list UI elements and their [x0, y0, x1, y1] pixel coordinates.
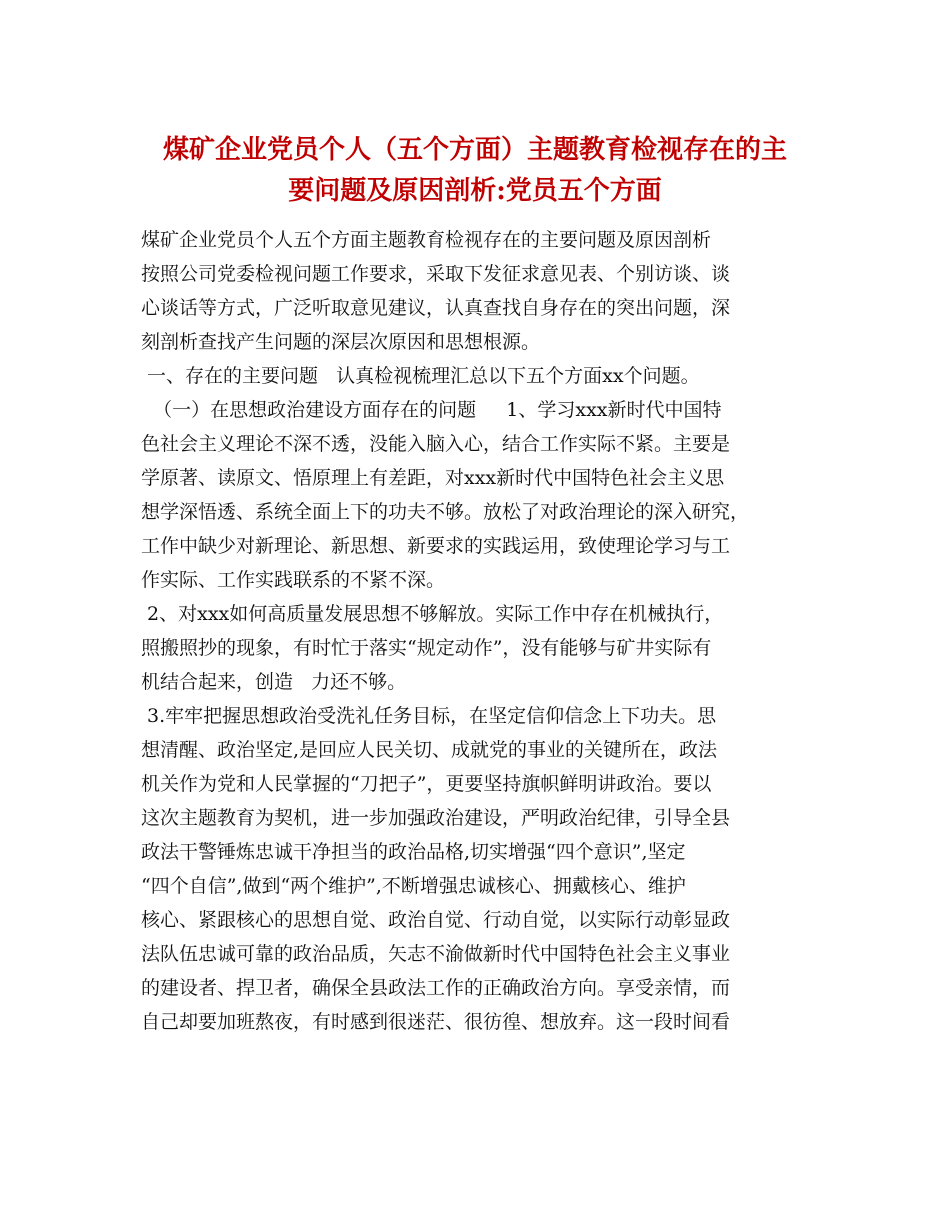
body-line: 工作中缺少对新理论、新思想、新要求的实践运用，致使理论学习与工 [141, 535, 731, 557]
document-title-line-2: 要问题及原因剖析:党员五个方面 [288, 176, 662, 206]
body-line: 煤矿企业党员个人五个方面主题教育检视存在的主要问题及原因剖析 [141, 229, 712, 251]
body-line: 2、对xxx如何高质量发展思想不够解放。实际工作中存在机械执行， [141, 603, 724, 625]
body-line: 学原著、读原文、悟原理上有差距，对xxx新时代中国特色社会主义思 [141, 467, 725, 489]
body-line: 核心、紧跟核心的思想自觉、政治自觉、行动自觉，以实际行动彰显政 [141, 909, 731, 931]
body-line: 作实际、工作实践联系的不紧不深。 [141, 569, 446, 591]
body-line: 政法干警锤炼忠诚干净担当的政治品格,切实增强“四个意识”,坚定 [141, 841, 686, 863]
body-line: 刻剖析查找产生问题的深层次原因和思想根源。 [141, 331, 541, 353]
body-line: （一）在思想政治建设方面存在的问题 1、学习xxx新时代中国特 [141, 399, 722, 421]
body-line: 想学深悟透、系统全面上下的功夫不够。放松了对政治理论的深入研究， [141, 501, 750, 523]
body-line: 的建设者、捍卫者，确保全县政法工作的正确政治方向。享受亲情，而 [141, 977, 731, 999]
body-line: 机结合起来，创造 力还不够。 [141, 671, 407, 693]
body-line: 法队伍忠诚可靠的政治品质，矢志不渝做新时代中国特色社会主义事业 [141, 943, 731, 965]
body-line: 想清醒、政治坚定,是回应人民关切、成就党的事业的关键所在，政法 [141, 739, 718, 761]
body-line: 自己却要加班熬夜，有时感到很迷茫、很彷徨、想放弃。这一段时间看 [141, 1011, 731, 1033]
body-line: 3.牢牢把握思想政治受洗礼任务目标，在坚定信仰信念上下功夫。思 [141, 705, 717, 727]
body-line: 色社会主义理论不深不透，没能入脑入心，结合工作实际不紧。主要是 [141, 433, 731, 455]
body-line: 照搬照抄的现象，有时忙于落实“规定动作”，没有能够与矿井实际有 [141, 637, 712, 659]
body-line: “四个自信”,做到“两个维护”,不断增强忠诚核心、拥戴核心、维护 [141, 875, 686, 897]
body-line: 按照公司党委检视问题工作要求，采取下发征求意见表、个别访谈、谈 [141, 263, 731, 285]
body-line: 心谈话等方式，广泛听取意见建议，认真查找自身存在的突出问题，深 [141, 297, 731, 319]
body-line: 这次主题教育为契机，进一步加强政治建设，严明政治纪律，引导全县 [141, 807, 731, 829]
body-line: 机关作为党和人民掌握的“刀把子”，更要坚持旗帜鲜明讲政治。要以 [141, 773, 712, 795]
body-line: 一、存在的主要问题 认真检视梳理汇总以下五个方面xx个问题。 [141, 365, 700, 387]
document-title-line-1: 煤矿企业党员个人（五个方面）主题教育检视存在的主 [162, 135, 787, 165]
